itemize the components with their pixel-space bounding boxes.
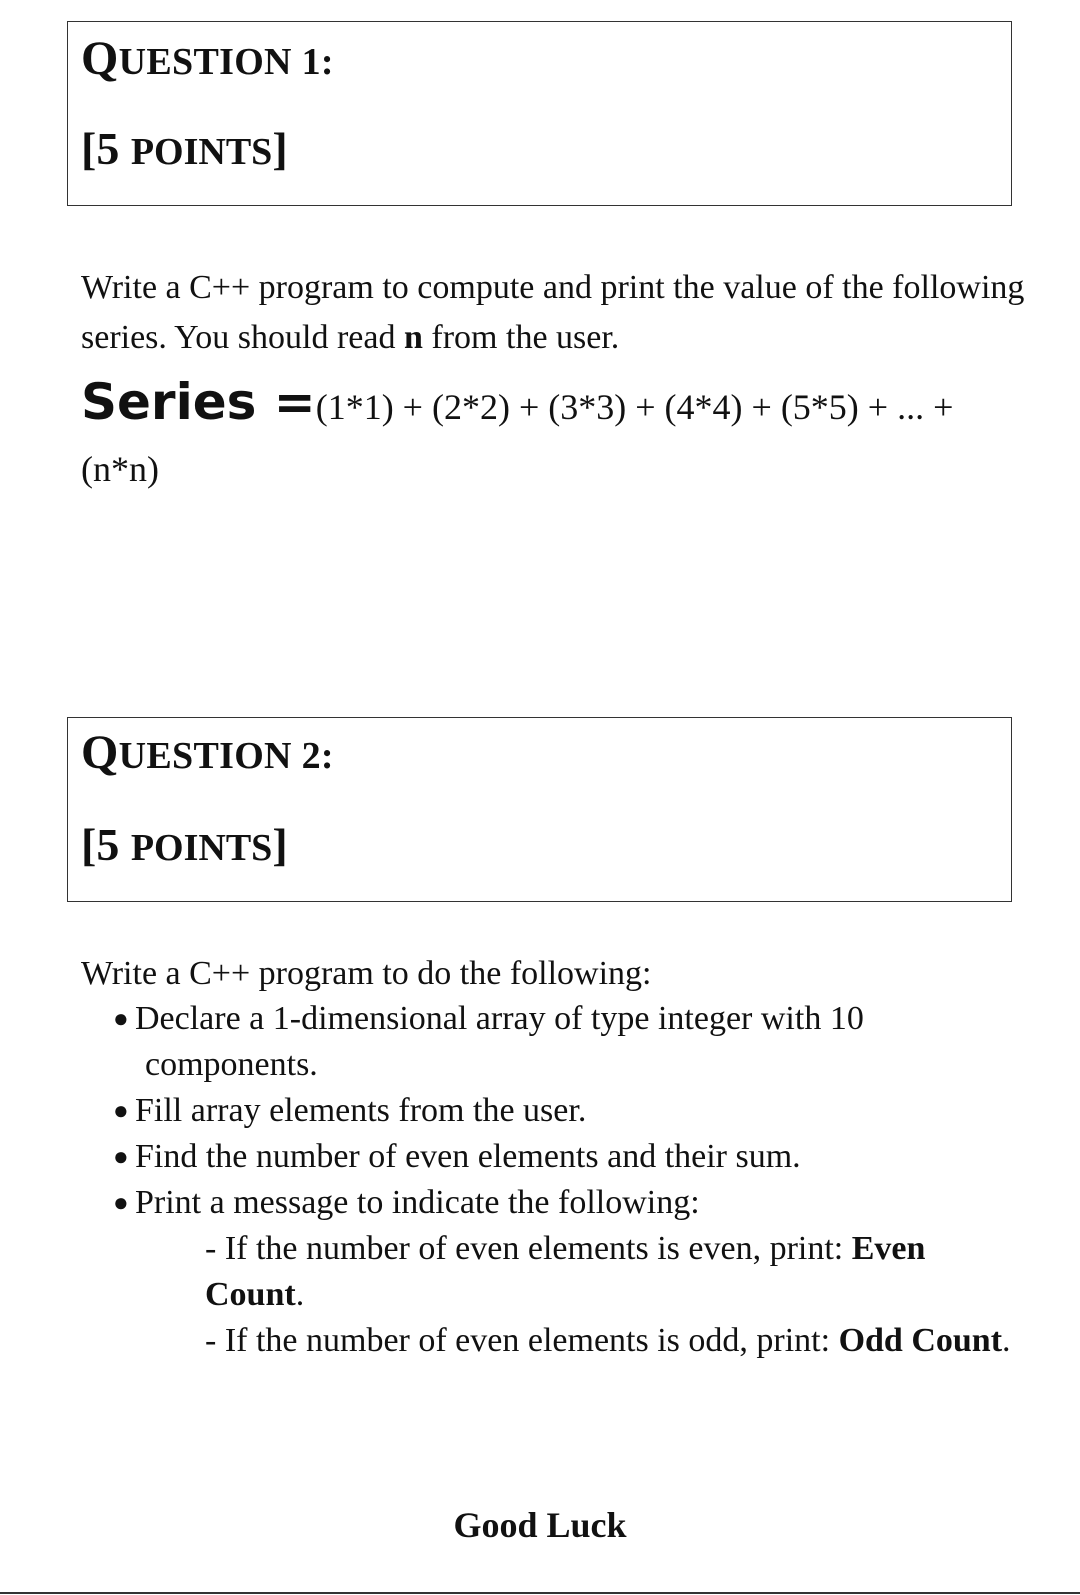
list-item: ● Fill array elements from the user. [113, 1088, 1013, 1134]
footer-good-luck: Good Luck [453, 1505, 627, 1545]
sub-item-even: - If the number of even elements is even, print: Even Count. [205, 1230, 926, 1313]
bullet-icon: ● [113, 1004, 129, 1033]
question-1-description: Write a C++ program to compute and print the value of the following series. You should read n from the user. [81, 269, 1025, 356]
list-item: ● Declare a 1-dimensional array of type integer with 10 components. [113, 996, 1013, 1088]
question-2-points: [5 POINTS] [81, 819, 288, 870]
bullet-icon: ● [113, 1142, 129, 1171]
sub-item-odd: - If the number of even elements is odd, print: Odd Count. [205, 1322, 1011, 1359]
question-1-title: QUESTION 1: [81, 32, 334, 85]
question-1-points: [5 POINTS] [81, 123, 288, 174]
question-2-title: QUESTION 2: [81, 726, 334, 779]
bullet-icon: ● [113, 1096, 129, 1125]
bottom-divider [0, 1592, 1080, 1594]
list-item: ● Print a message to indicate the following: - If the number of even elements is even, print: Even Count. - If the number of even elements is odd, print: Odd Count. [113, 1180, 1013, 1364]
series-expression: (1*1) + (2*2) + (3*3) + (4*4) + (5*5) + ... + (n*n) [81, 387, 954, 489]
variable-n: n [403, 319, 423, 356]
sub-list [135, 1226, 1013, 1364]
question-2-header-box [67, 717, 1012, 902]
series-formula [81, 371, 1001, 500]
series-label: Series = [81, 373, 316, 431]
requirements-list [113, 996, 1013, 1364]
question-1-header-box [67, 21, 1012, 206]
list-item: ● Find the number of even elements and their sum. [113, 1134, 1013, 1180]
bullet-icon: ● [113, 1188, 129, 1217]
question-2-intro: Write a C++ program to do the following: [81, 955, 652, 992]
